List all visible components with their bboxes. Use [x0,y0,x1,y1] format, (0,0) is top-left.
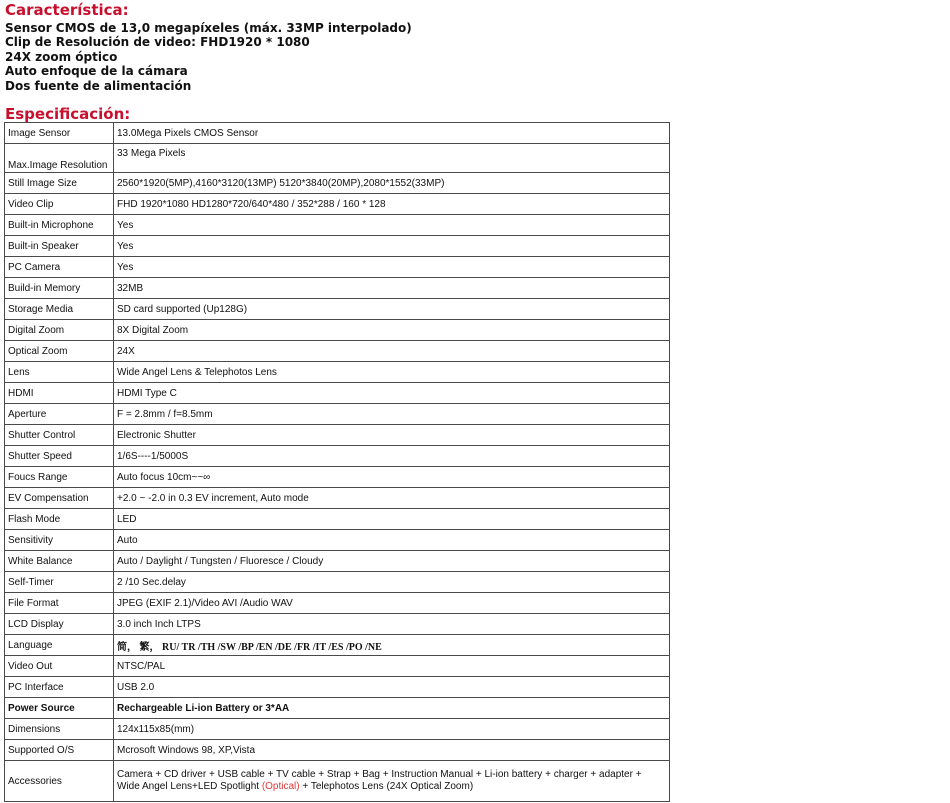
table-row [5,194,670,215]
spec-label: Digital Zoom [5,320,114,341]
spec-value: 8X Digital Zoom [114,320,670,341]
table-row [5,404,670,425]
optical-note: (Optical) [261,781,300,792]
table-row [5,467,670,488]
table-row [5,530,670,551]
accessories-line-2-start: Wide Angel Lens+LED Spotlight [117,781,262,792]
spec-value: Electronic Shutter [114,425,670,446]
spec-value: 13.0Mega Pixels CMOS Sensor [114,123,670,144]
accessories-line-1: Camera + CD driver + USB cable + TV cable + Strap + Bag + Instruction Manual + Li-ion battery + charger + adapter + [117,768,642,780]
table-row [5,698,670,719]
spec-label: Dimensions [5,719,114,740]
spec-table [4,122,670,802]
spec-label: Sensitivity [5,530,114,551]
spec-value: NTSC/PAL [114,656,670,677]
table-row [5,656,670,677]
spec-label: Lens [5,362,114,383]
spec-label: Self-Timer [5,572,114,593]
spec-label: File Format [5,593,114,614]
spec-label: Built-in Speaker [5,236,114,257]
spec-label: Max.Image Resolution [5,144,114,173]
spec-value: Mcrosoft Windows 98, XP,Vista [114,740,670,761]
feature-item: 24X zoom óptico [5,49,118,64]
specification-heading: Especificación: [5,105,131,123]
table-row [5,593,670,614]
table-row [5,509,670,530]
table-row [5,572,670,593]
spec-value: Auto focus 10cm~~∞ [114,467,670,488]
table-row [5,236,670,257]
table-row [5,551,670,572]
spec-label: Still Image Size [5,173,114,194]
spec-value: Rechargeable Li-ion Battery or 3*AA [114,698,670,719]
spec-value: 33 Mega Pixels [114,144,670,173]
spec-value: SD card supported (Up128G) [114,299,670,320]
spec-label: Flash Mode [5,509,114,530]
spec-value: Yes [114,215,670,236]
spec-label: Storage Media [5,299,114,320]
spec-value: +2.0 ~ -2.0 in 0.3 EV increment, Auto mode [114,488,670,509]
feature-item: Sensor CMOS de 13,0 megapíxeles (máx. 33MP interpolado) [5,21,412,35]
spec-value: 2 /10 Sec.delay [114,572,670,593]
table-row [5,614,670,635]
spec-value: 32MB [114,278,670,299]
spec-label: Aperture [5,404,114,425]
spec-label: Shutter Speed [5,446,114,467]
table-row [5,278,670,299]
spec-value: Yes [114,236,670,257]
features-heading: Característica: [5,1,129,19]
table-row [5,123,670,144]
table-row [5,173,670,194]
spec-value: Yes [114,257,670,278]
table-row [5,425,670,446]
table-row [5,635,670,656]
spec-value: HDMI Type C [114,383,670,404]
table-row [5,761,670,802]
accessories-line-2-end: + Telephotos Lens (24X Optical Zoom) [299,781,474,792]
table-row [5,299,670,320]
spec-label: White Balance [5,551,114,572]
spec-label: EV Compensation [5,488,114,509]
spec-value: 24X [114,341,670,362]
spec-value: 2560*1920(5MP),4160*3120(13MP) 5120*3840(20MP),2080*1552(33MP) [114,173,670,194]
spec-value [114,761,670,802]
feature-item: Dos fuente de alimentación [5,78,192,93]
spec-label: Built-in Microphone [5,215,114,236]
table-row [5,446,670,467]
table-row [5,215,670,236]
feature-item: Auto enfoque de la cámara [5,64,188,79]
spec-label: PC Interface [5,677,114,698]
table-row [5,257,670,278]
spec-value: Auto / Daylight / Tungsten / Fluoresce / Cloudy [114,551,670,572]
table-row [5,320,670,341]
spec-value: FHD 1920*1080 HD1280*720/640*480 / 352*288 / 160 * 128 [114,194,670,215]
features-list [5,21,412,93]
table-row [5,362,670,383]
table-row [5,383,670,404]
spec-value: 3.0 inch Inch LTPS [114,614,670,635]
spec-label: HDMI [5,383,114,404]
spec-value: LED [114,509,670,530]
spec-value: 124x115x85(mm) [114,719,670,740]
spec-value: 简， 繁， RU/ TR /TH /SW /BP /EN /DE /FR /IT /ES /PO /NE [114,635,670,656]
spec-label: Supported O/S [5,740,114,761]
spec-label: Shutter Control [5,425,114,446]
table-row [5,488,670,509]
table-row [5,144,670,173]
table-row [5,341,670,362]
spec-label: Image Sensor [5,123,114,144]
spec-label: LCD Display [5,614,114,635]
spec-value: F = 2.8mm / f=8.5mm [114,404,670,425]
spec-value: USB 2.0 [114,677,670,698]
table-row [5,740,670,761]
spec-label: Video Out [5,656,114,677]
spec-label: Optical Zoom [5,341,114,362]
spec-label: Language [5,635,114,656]
feature-item: Clip de Resolución de video: FHD1920 * 1080 [5,35,310,50]
spec-value: Wide Angel Lens & Telephotos Lens [114,362,670,383]
table-row [5,677,670,698]
spec-value: Auto [114,530,670,551]
spec-value: 1/6S----1/5000S [114,446,670,467]
spec-label: Video Clip [5,194,114,215]
spec-label: Build-in Memory [5,278,114,299]
table-row [5,719,670,740]
spec-label: Accessories [5,761,114,802]
spec-label: PC Camera [5,257,114,278]
spec-label: Power Source [5,698,114,719]
spec-label: Foucs Range [5,467,114,488]
spec-value: JPEG (EXIF 2.1)/Video AVI /Audio WAV [114,593,670,614]
